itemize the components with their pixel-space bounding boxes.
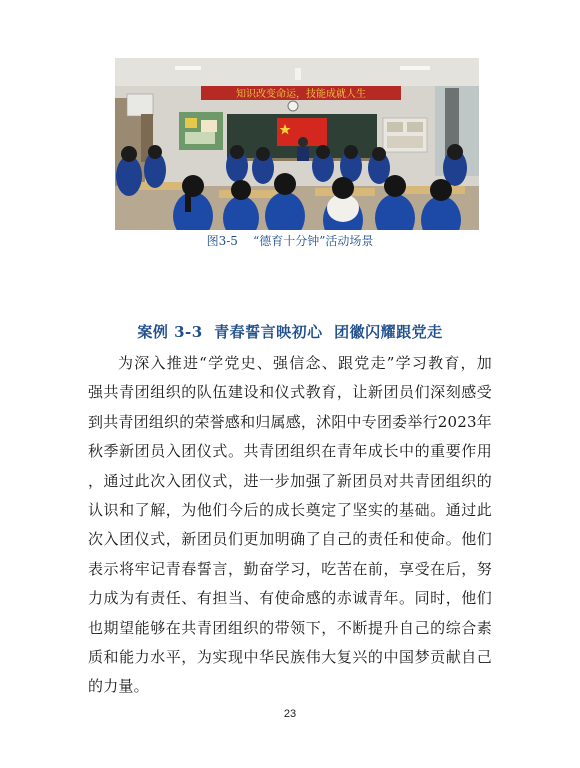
- body-line: 到共青团组织的荣誉感和归属感，沭阳中专团委举行2023年: [88, 412, 492, 431]
- body-line: 质和能力水平，为实现中华民族伟大复兴的中国梦贡献自己: [88, 647, 492, 666]
- case-title: 案例 3-3 青春誓言映初心 团徽闪耀跟党走: [137, 323, 443, 341]
- figure-caption: 图3-5 “德育十分钟”活动场景: [206, 234, 374, 248]
- body-line: 秋季新团员入团仪式。共青团组织在青年成长中的重要作用: [88, 442, 492, 461]
- body-line: 认识和了解，为他们今后的成长奠定了坚实的基础。通过此: [88, 500, 492, 519]
- body-line: 强共青团组织的队伍建设和仪式教育，让新团员们深刻感受: [88, 383, 492, 402]
- body-line: 的力量。: [88, 677, 149, 696]
- body-line: 为深入推进“学党史、强信念、跟党走”学习教育，加: [118, 354, 492, 372]
- body-line: 次入团仪式，新团员们更加明确了自己的责任和使命。他们: [88, 530, 492, 549]
- banner-text: 知识改变命运，技能成就人生: [236, 89, 366, 100]
- body-line: 力成为有责任、有担当、有使命感的赤诚青年。同时，他们: [88, 589, 492, 608]
- classroom-photo: [115, 58, 479, 230]
- page-number: 23: [283, 708, 297, 720]
- body-line: 也期望能够在共青团组织的带领下，不断提升自己的综合素: [88, 618, 492, 637]
- body-line: ，通过此次入团仪式，进一步加强了新团员对共青团组织的: [88, 471, 492, 490]
- body-paragraph: [88, 349, 492, 702]
- body-line: 表示将牢记青春誓言，勤奋学习，吃苦在前，享受在后，努: [88, 559, 492, 578]
